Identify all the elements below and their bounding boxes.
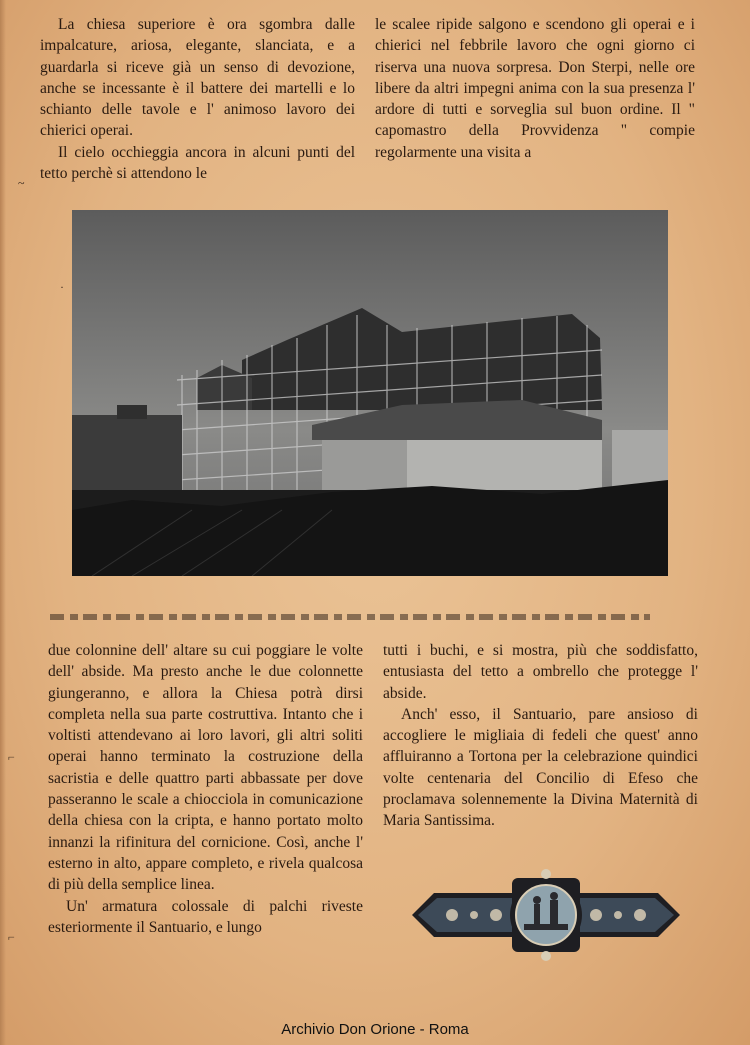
paragraph: Il cielo occhieggia ancora in alcuni punti del tetto perchè si attendono le bbox=[40, 143, 355, 183]
caption-rule-divider bbox=[50, 614, 650, 620]
paragraph: Un' armatura colossale di palchi riveste esteriormente il Santuario, e lungo bbox=[48, 897, 363, 936]
column-bottom-left bbox=[48, 640, 363, 938]
column-top-left bbox=[40, 14, 355, 184]
photo-image bbox=[72, 210, 668, 576]
page-binding-edge bbox=[0, 0, 6, 1045]
sanctuary-construction-photo bbox=[72, 210, 668, 576]
column-bottom-right bbox=[383, 640, 698, 832]
margin-mark: ⌐ bbox=[8, 930, 15, 944]
margin-mark: · bbox=[60, 280, 64, 294]
margin-mark: ⌐ bbox=[8, 750, 15, 764]
decorative-ornament-icon bbox=[412, 866, 680, 964]
column-top-right bbox=[375, 14, 695, 163]
margin-mark: ~ bbox=[18, 176, 25, 190]
paragraph: La chiesa superiore è ora sgombra dalle impalcature, ariosa, elegante, slanciata, e a guardarla si riceve già un senso di devozione, anche se incessante è il battere dei martelli e lo schianto delle tavole e l' animoso lavoro dei chierici operai. bbox=[40, 16, 355, 140]
paragraph: due colonnine dell' altare su cui poggiare le volte dell' abside. Ma presto anche le due colonnette giungeranno, e allora la Chiesa potrà dirsi completa nella sua parte costruttiva. Intanto che i voltisti attendevano ai loro lavori, gli altri soliti operai hanno terminato la costruzione della sacristia e delle quattro parti abbassate per dove passeranno le scale a chiocciola in comunicazione della chiesa con la cripta, e hanno portato molto innanzi la rifinitura del cornicione. Così, anche l' esterno in alto, appare completo, e rivela qualcosa di più della semplice linea. bbox=[48, 642, 363, 894]
paragraph: tutti i buchi, e si mostra, più che soddisfatto, entusiasta del tetto a ombrello che protegge l' abside. bbox=[383, 642, 698, 702]
paragraph: le scalee ripide salgono e scendono gli operai e i chierici nel febbrile lavoro che ogni giorno ci riserva una nuova sorpresa. Don Sterpi, nelle ore libere da altri impegni anima con la sua presenza l' ardore di tutti e sorveglia sul buon ordine. Il " capomastro della Provvidenza " compie regolarmente una visita a bbox=[375, 16, 695, 161]
archive-footer: Archivio Don Orione - Roma bbox=[281, 1021, 469, 1038]
paragraph: Anch' esso, il Santuario, pare ansioso di accogliere le migliaia di fedeli che quest' anno affluiranno a Tortona per la celebrazione quindici volte centenaria del Concilio di Efeso che proclamava solennemente la Divina Maternità di Maria Santissima. bbox=[383, 705, 698, 830]
